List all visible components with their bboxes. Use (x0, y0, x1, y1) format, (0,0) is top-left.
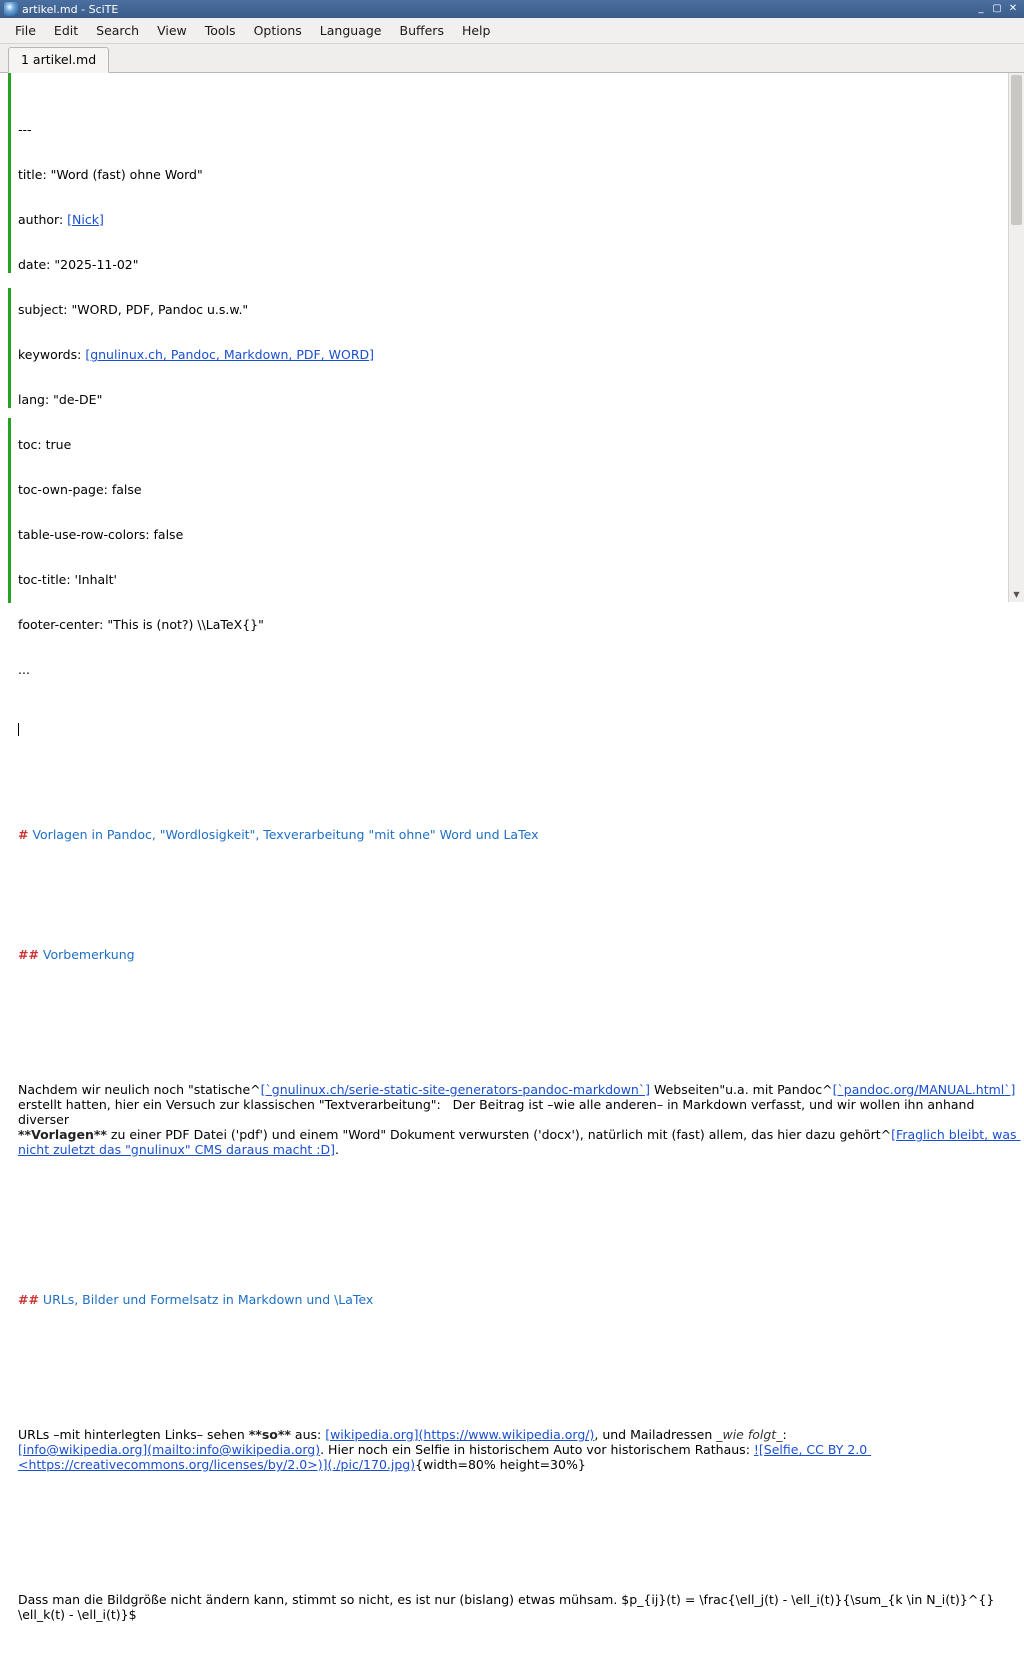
heading-text: Vorlagen in Pandoc, "Wordlosigkeit", Texverarbeitung "mit ohne" Word und LaTex (28, 827, 539, 842)
menu-help[interactable]: Help (461, 23, 491, 38)
minimize-button[interactable]: _ (978, 3, 984, 14)
text-caret (18, 723, 19, 736)
code-line: title: "Word (fast) ohne Word" (18, 167, 203, 182)
code-line-heading2b (18, 1292, 1024, 1307)
para-text: , und Mailadressen (594, 1427, 717, 1442)
para-text: \ell_k(t) - \ell_i(t)}$ (18, 1607, 137, 1622)
para-link-image[interactable]: ![Selfie, CC BY 2.0 <https://creativecommons.org/licenses/by/2.0>)](./pic/170.jpg) (18, 1442, 872, 1472)
code-line: --- (18, 122, 32, 137)
code-line: date: "2025-11-02" (18, 257, 139, 272)
code-line (18, 212, 1024, 227)
para-text: erstellt hatten, hier ein Versuch zur klassischen "Textverarbeitung": Der Beitrag ist –wie alle anderen– in Markdown verfasst, und wir wollen ihn anhand diverser (18, 1097, 979, 1127)
para-text: Dass man die Bildgröße nicht ändern kann, stimmt so nicht, es ist nur (bislang) etwas mühsam. $p_{ij}(t) = \frac{\ell_j(t) - \ell_i(t)}{\sum_{k \in N_i(t)}^{} (18, 1592, 995, 1607)
code-line-caret (18, 722, 1024, 737)
menu-language[interactable]: Language (319, 23, 382, 38)
para-text: Webseiten"u.a. mit Pandoc^ (649, 1082, 833, 1097)
change-bar-middle (8, 288, 11, 408)
menubar (0, 18, 1024, 44)
window-title: artikel.md - SciTE (22, 2, 119, 16)
heading-hash: ## (18, 947, 39, 962)
code-line-blank (18, 767, 1024, 782)
code-text[interactable] (14, 73, 1024, 1622)
para-text: . (335, 1142, 339, 1157)
code-line: table-use-row-colors: false (18, 527, 184, 542)
heading-hash: ## (18, 1292, 39, 1307)
code-line: ... (18, 662, 30, 677)
para-text: URLs –mit hinterlegten Links– sehen (18, 1427, 249, 1442)
code-line: lang: "de-DE" (18, 392, 103, 407)
code-line-blank (18, 1007, 1024, 1022)
code-line: subject: "WORD, PDF, Pandoc u.s.w." (18, 302, 249, 317)
code-line-heading2 (18, 947, 1024, 962)
para-text: aus: (290, 1427, 326, 1442)
code-line-blank (18, 1187, 1024, 1202)
code-line (18, 347, 1024, 362)
menu-tools[interactable]: Tools (204, 23, 236, 38)
code-paragraph-formula (18, 1592, 1024, 1622)
buffer-tabbar (0, 44, 1024, 73)
para-inline-code-link[interactable]: [`pandoc.org/MANUAL.html`] (832, 1082, 1016, 1097)
para-link-wikipedia[interactable]: [wikipedia.org](https://www.wikipedia.org/) (325, 1427, 595, 1442)
code-line: toc-own-page: false (18, 482, 142, 497)
para-bold: **Vorlagen** (18, 1127, 107, 1142)
para-text: Nachdem wir neulich noch "statische^ (18, 1082, 261, 1097)
para-italic: _wie folgt_ (716, 1427, 783, 1442)
editor-area[interactable] (0, 73, 1024, 1622)
tab-artikel-md[interactable]: 1 artikel.md (8, 47, 109, 73)
menu-buffers[interactable]: Buffers (399, 23, 444, 38)
vertical-scrollbar[interactable] (1008, 73, 1024, 602)
para-bold: **so** (248, 1427, 291, 1442)
code-line-blank (18, 1517, 1024, 1532)
code-link[interactable]: [Nick] (67, 212, 104, 227)
code-line: toc: true (18, 437, 72, 452)
code-paragraph-urls (18, 1427, 1024, 1472)
change-bar-lower (8, 418, 11, 603)
change-margin (0, 73, 14, 602)
heading-hash: # (18, 827, 29, 842)
menu-view[interactable]: View (157, 23, 187, 38)
heading-text: Vorbemerkung (38, 947, 135, 962)
code-span: author: (18, 212, 68, 227)
menu-options[interactable]: Options (253, 23, 302, 38)
code-span: keywords: (18, 347, 86, 362)
para-inline-code-link[interactable]: [`gnulinux.ch/serie-static-site-generators-pandoc-markdown`] (260, 1082, 650, 1097)
para-link-mail[interactable]: [info@wikipedia.org](mailto:info@wikipedia.org) (18, 1442, 321, 1457)
scite-app-icon (4, 2, 18, 16)
menu-search[interactable]: Search (96, 23, 140, 38)
code-line: toc-title: 'Inhalt' (18, 572, 117, 587)
code-paragraph-vorbemerkung (18, 1082, 1024, 1157)
para-text: . Hier noch ein Selfie in historischem Auto vor historischem Rathaus: (320, 1442, 754, 1457)
heading-text: URLs, Bilder und Formelsatz in Markdown und \LaTex (38, 1292, 374, 1307)
para-text: {width=80% height=30%} (415, 1457, 586, 1472)
scrollbar-thumb[interactable] (1011, 75, 1022, 225)
close-button[interactable]: ✕ (1008, 3, 1018, 14)
code-line-blank (18, 1352, 1024, 1367)
para-text: : (782, 1427, 787, 1442)
code-line-blank (18, 887, 1024, 902)
code-link[interactable]: [gnulinux.ch, Pandoc, Markdown, PDF, WORD] (85, 347, 375, 362)
para-footnote-link[interactable]: [Fraglich bleibt, was nicht zuletzt das "gnulinux" CMS daraus macht :D] (18, 1127, 1021, 1157)
para-text: zu einer PDF Datei ('pdf') und einem "Word" Dokument verwursten ('docx'), natürlich mit (fast) allem, das hier dazu gehört^ (106, 1127, 892, 1142)
menu-edit[interactable]: Edit (53, 23, 79, 38)
scroll-down-arrow-icon[interactable]: ▼ (1013, 590, 1020, 599)
code-line-heading1 (18, 827, 1024, 842)
window-titlebar (0, 0, 1024, 18)
window-controls (974, 2, 1022, 16)
menu-file[interactable]: File (15, 23, 36, 38)
change-bar-top (8, 73, 11, 273)
maximize-button[interactable]: ▢ (992, 3, 1002, 14)
code-line: footer-center: "This is (not?) \\LaTeX{}" (18, 617, 264, 632)
code-line-blank (18, 1232, 1024, 1247)
